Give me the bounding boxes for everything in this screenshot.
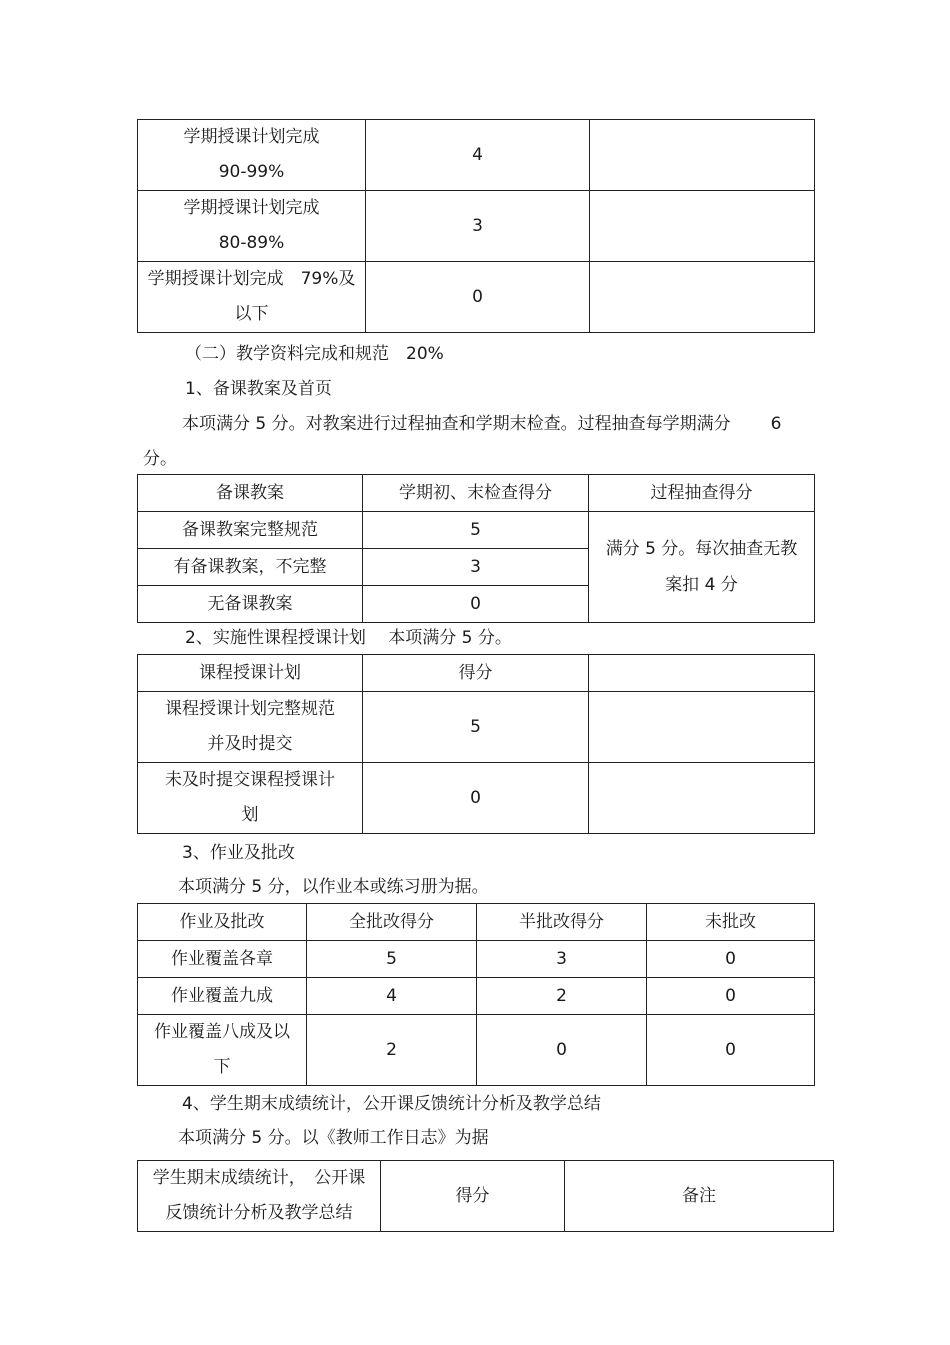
- score-cell: 2: [307, 1015, 477, 1086]
- criteria-cell: 作业覆盖八成及以 下: [138, 1015, 307, 1086]
- table-row: [138, 692, 815, 763]
- item1-description: 本项满分 5 分。对教案进行过程抽查和学期末检查。过程抽查每学期满分 6: [182, 414, 782, 434]
- column-header: 作业及批改: [138, 904, 307, 941]
- criteria-cell: 学期授课计划完成 90-99%: [138, 120, 366, 191]
- criteria-cell: 学生期末成绩统计， 公开课 反馈统计分析及教学总结: [138, 1161, 381, 1232]
- table-header-row: [138, 475, 815, 512]
- item3-description: 本项满分 5 分，以作业本或练习册为据。: [178, 877, 489, 897]
- section-heading: （二）教学资料完成和规范 20%: [185, 344, 444, 364]
- empty-cell: [590, 120, 815, 191]
- table-row: [138, 763, 815, 834]
- empty-cell: [589, 692, 815, 763]
- table-row: [138, 120, 815, 191]
- criteria-cell: 作业覆盖各章: [138, 941, 307, 978]
- score-cell: 5: [363, 512, 589, 549]
- lesson-plan-table: [137, 474, 815, 623]
- table-row: [138, 512, 815, 549]
- score-cell: 0: [363, 763, 589, 834]
- table-row: [138, 941, 815, 978]
- criteria-cell: 有备课教案，不完整: [138, 549, 363, 586]
- score-cell: 0: [363, 586, 589, 623]
- column-header: 过程抽查得分: [589, 475, 815, 512]
- score-cell: 0: [647, 941, 815, 978]
- summary-table: [137, 1160, 834, 1232]
- column-header: 课程授课计划: [138, 655, 363, 692]
- table-row: [138, 1161, 834, 1232]
- empty-cell: [590, 262, 815, 333]
- column-header: 未批改: [647, 904, 815, 941]
- score-cell: 4: [307, 978, 477, 1015]
- column-header: 半批改得分: [477, 904, 647, 941]
- table-header-row: [138, 655, 815, 692]
- item4-title: 4、学生期末成绩统计，公开课反馈统计分析及教学总结: [182, 1094, 601, 1114]
- criteria-cell: 学期授课计划完成 80-89%: [138, 191, 366, 262]
- item1-title: 1、备课教案及首页: [185, 379, 332, 399]
- score-cell: 3: [477, 941, 647, 978]
- item2-title: 2、实施性课程授课计划 本项满分 5 分。: [185, 628, 512, 648]
- score-cell: 0: [647, 978, 815, 1015]
- column-header: 学期初、末检查得分: [363, 475, 589, 512]
- column-header: 全批改得分: [307, 904, 477, 941]
- column-header: 得分: [381, 1161, 565, 1232]
- score-cell: 0: [477, 1015, 647, 1086]
- score-cell: 3: [366, 191, 590, 262]
- criteria-cell: 课程授课计划完整规范 并及时提交: [138, 692, 363, 763]
- criteria-cell: 备课教案完整规范: [138, 512, 363, 549]
- criteria-cell: 学期授课计划完成 79%及 以下: [138, 262, 366, 333]
- column-header: 得分: [363, 655, 589, 692]
- criteria-cell: 作业覆盖九成: [138, 978, 307, 1015]
- item4-description: 本项满分 5 分。以《教师工作日志》为据: [178, 1128, 489, 1148]
- score-cell: 4: [366, 120, 590, 191]
- score-cell: 0: [647, 1015, 815, 1086]
- empty-cell: [590, 191, 815, 262]
- criteria-cell: 未及时提交课程授课计 划: [138, 763, 363, 834]
- table-row: [138, 262, 815, 333]
- table-row: [138, 978, 815, 1015]
- criteria-cell: 无备课教案: [138, 586, 363, 623]
- score-cell: 5: [363, 692, 589, 763]
- table-row: [138, 1015, 815, 1086]
- column-header: [589, 655, 815, 692]
- note-cell: 满分 5 分。每次抽查无教 案扣 4 分: [589, 512, 815, 623]
- score-cell: 5: [307, 941, 477, 978]
- course-plan-table: [137, 654, 815, 834]
- item3-title: 3、作业及批改: [182, 843, 295, 863]
- homework-table: [137, 903, 815, 1086]
- table-header-row: [138, 904, 815, 941]
- table-row: [138, 191, 815, 262]
- plan-completion-table: [137, 119, 815, 333]
- column-header: 备注: [565, 1161, 834, 1232]
- score-cell: 0: [366, 262, 590, 333]
- item1-description-cont: 分。: [143, 449, 177, 469]
- empty-cell: [589, 763, 815, 834]
- score-cell: 2: [477, 978, 647, 1015]
- score-cell: 3: [363, 549, 589, 586]
- column-header: 备课教案: [138, 475, 363, 512]
